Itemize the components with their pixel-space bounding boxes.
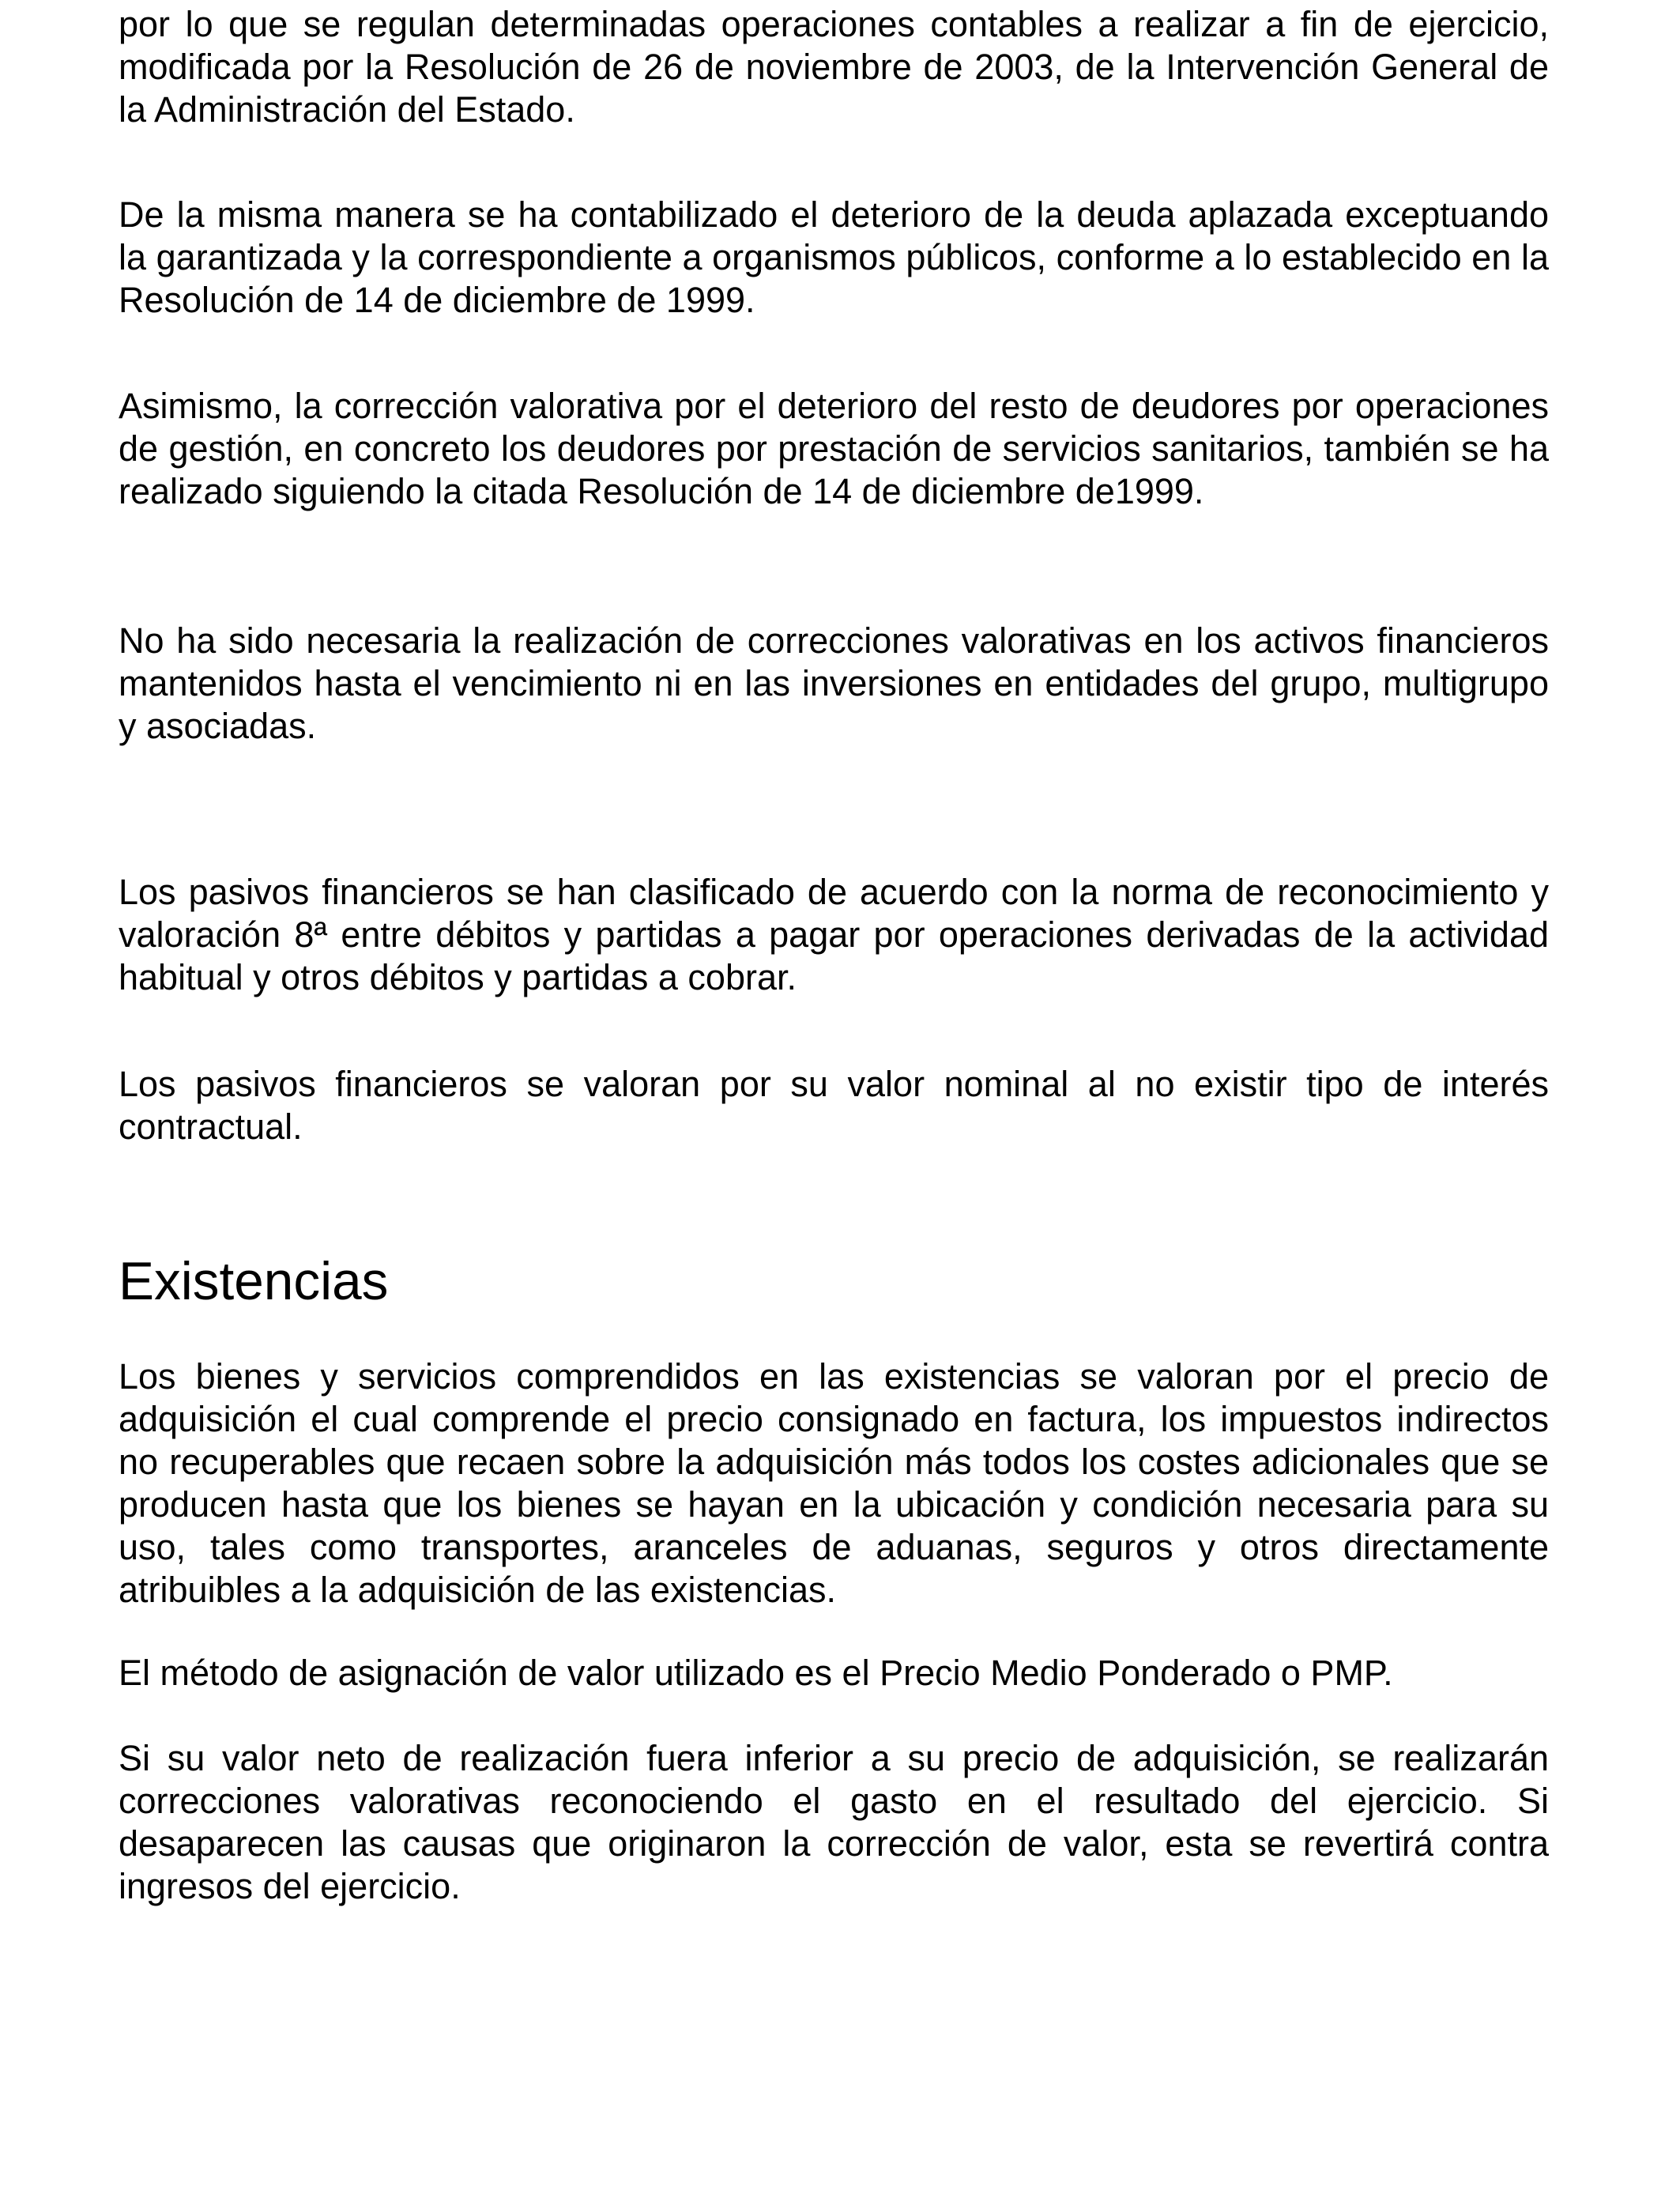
paragraph-deferred-debt-impairment: De la misma manera se ha contabilizado el deterioro de la deuda aplazada exceptuando la garantizada y la correspondiente a organismos públicos, conforme a lo establecido en la Resolución de 14 de diciembre de 1999. [119, 194, 1549, 320]
paragraph-financial-assets: No ha sido necesaria la realización de correcciones valorativas en los activos financieros mantenidos hasta el vencimiento ni en las inversiones en entidades del grupo, multigrupo y asociadas. [119, 620, 1549, 746]
section-heading-existencias: Existencias [119, 1252, 389, 1311]
paragraph-inventory-valuation: Los bienes y servicios comprendidos en las existencias se valoran por el precio de adquisición el cual comprende el precio consignado en factura, los impuestos indirectos no recuperables que recaen sobre la adquisición más todos los costes adicionales que se producen hasta que los bienes se hayan en la ubicación y condición necesaria para su uso, tales como transportes, aranceles de aduanas, seguros y otros directamente atribuibles a la adquisición de las existencias. [119, 1356, 1549, 1610]
paragraph-financial-liabilities-classification: Los pasivos financieros se han clasificado de acuerdo con la norma de reconocimiento y valoración 8ª entre débitos y partidas a pagar por operaciones derivadas de la actividad habitual y otros débitos y partidas a cobrar. [119, 872, 1549, 997]
paragraph-resolution-reference: por lo que se regulan determinadas operaciones contables a realizar a fin de ejercicio, modificada por la Resolución de 26 de noviembre de 2003, de la Intervención General de la Administración del Estado. [119, 4, 1549, 130]
paragraph-net-realizable-value: Si su valor neto de realización fuera inferior a su precio de adquisición, se realizarán correcciones valorativas reconociendo el gasto en el resultado del ejercicio. Si desaparecen las causas que originaron la corrección de valor, esta se revertirá contra ingresos del ejercicio. [119, 1738, 1549, 1906]
paragraph-financial-liabilities-valuation: Los pasivos financieros se valoran por su valor nominal al no existir tipo de interés contractual. [119, 1064, 1549, 1147]
paragraph-pmp-method: El método de asignación de valor utilizado es el Precio Medio Ponderado o PMP. [119, 1653, 1393, 1693]
paragraph-debtors-valuation-correction: Asimismo, la corrección valorativa por el deterioro del resto de deudores por operaciones de gestión, en concreto los deudores por prestación de servicios sanitarios, también se ha realizado siguiendo la citada Resolución de 14 de diciembre de1999. [119, 386, 1549, 511]
